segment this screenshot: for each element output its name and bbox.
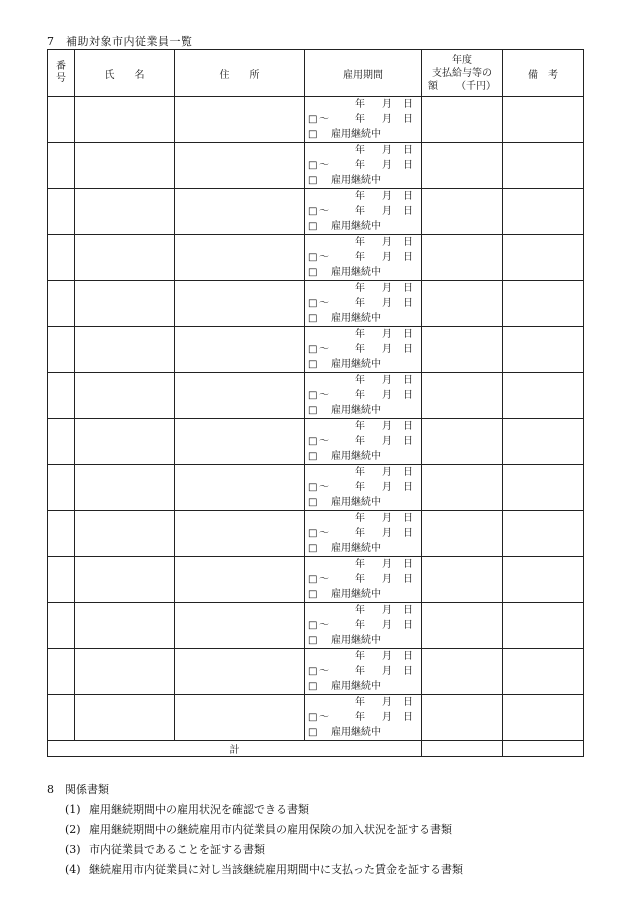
name-cell[interactable] <box>75 603 175 649</box>
number-cell[interactable] <box>48 189 75 235</box>
end-date-checkbox[interactable]: □ <box>308 298 318 309</box>
list-item-text: 継続雇用市内従業員に対し当該継続雇用期間中に支払った賃金を証する書類 <box>89 863 463 876</box>
address-cell[interactable] <box>175 281 305 327</box>
end-date-checkbox[interactable]: □ <box>308 206 318 217</box>
list-item-text: 市内従業員であることを証する書類 <box>89 843 265 856</box>
continuing-checkbox[interactable]: □ <box>308 175 318 186</box>
name-cell[interactable] <box>75 281 175 327</box>
total-amount-cell[interactable] <box>422 741 503 757</box>
number-cell[interactable] <box>48 373 75 419</box>
amount-cell[interactable] <box>422 143 503 189</box>
period-end-date: □ ～ 年 月 日 <box>308 528 413 539</box>
period-end-date: □ ～ 年 月 日 <box>308 344 413 355</box>
continuing-checkbox[interactable]: □ <box>308 727 318 738</box>
continuing-checkbox[interactable]: □ <box>308 497 318 508</box>
remarks-cell[interactable] <box>503 649 584 695</box>
period-cell <box>305 327 422 373</box>
period-cell <box>305 189 422 235</box>
period-continuing: □ 雇用継続中 <box>308 359 381 370</box>
continuing-checkbox[interactable]: □ <box>308 267 318 278</box>
period-start-date: 年 月 日 <box>355 513 413 524</box>
list-item-number: (1) <box>65 803 81 816</box>
table-row <box>48 327 584 373</box>
total-label: 計 <box>48 741 422 757</box>
period-start-date: 年 月 日 <box>355 697 413 708</box>
table-row <box>48 373 584 419</box>
continuing-checkbox[interactable]: □ <box>308 451 318 462</box>
period-cell <box>305 465 422 511</box>
amount-cell[interactable] <box>422 419 503 465</box>
period-end-date: □ ～ 年 月 日 <box>308 436 413 447</box>
period-continuing: □ 雇用継続中 <box>308 543 381 554</box>
header-period: 雇用期間 <box>305 50 422 97</box>
list-item-number: (4) <box>65 863 81 876</box>
address-cell[interactable] <box>175 235 305 281</box>
address-cell[interactable] <box>175 465 305 511</box>
list-item <box>65 840 463 860</box>
period-cell <box>305 649 422 695</box>
end-date-checkbox[interactable]: □ <box>308 528 318 539</box>
end-date-checkbox[interactable]: □ <box>308 620 318 631</box>
address-cell[interactable] <box>175 649 305 695</box>
number-cell[interactable] <box>48 419 75 465</box>
period-continuing: □ 雇用継続中 <box>308 267 381 278</box>
period-start-date: 年 月 日 <box>355 605 413 616</box>
end-date-checkbox[interactable]: □ <box>308 114 318 125</box>
list-item <box>65 800 463 820</box>
period-cell <box>305 419 422 465</box>
period-start-date: 年 月 日 <box>355 651 413 662</box>
remarks-cell[interactable] <box>503 189 584 235</box>
continuing-checkbox[interactable]: □ <box>308 405 318 416</box>
period-continuing: □ 雇用継続中 <box>308 313 381 324</box>
period-continuing: □ 雇用継続中 <box>308 405 381 416</box>
table-row <box>48 235 584 281</box>
address-cell[interactable] <box>175 557 305 603</box>
period-start-date: 年 月 日 <box>355 467 413 478</box>
amount-cell[interactable] <box>422 235 503 281</box>
period-end-date: □ ～ 年 月 日 <box>308 252 413 263</box>
period-cell <box>305 97 422 143</box>
end-date-checkbox[interactable]: □ <box>308 160 318 171</box>
period-start-date: 年 月 日 <box>355 145 413 156</box>
name-cell[interactable] <box>75 327 175 373</box>
continuing-checkbox[interactable]: □ <box>308 635 318 646</box>
period-continuing: □ 雇用継続中 <box>308 589 381 600</box>
continuing-checkbox[interactable]: □ <box>308 129 318 140</box>
number-cell[interactable] <box>48 465 75 511</box>
amount-cell[interactable] <box>422 603 503 649</box>
address-cell[interactable] <box>175 97 305 143</box>
list-item <box>65 860 463 880</box>
number-cell[interactable] <box>48 281 75 327</box>
period-start-date: 年 月 日 <box>355 421 413 432</box>
table-row <box>48 603 584 649</box>
period-continuing: □ 雇用継続中 <box>308 175 381 186</box>
period-continuing: □ 雇用継続中 <box>308 451 381 462</box>
period-start-date: 年 月 日 <box>355 99 413 110</box>
remarks-cell[interactable] <box>503 511 584 557</box>
name-cell[interactable] <box>75 189 175 235</box>
period-continuing: □ 雇用継続中 <box>308 221 381 232</box>
remarks-cell[interactable] <box>503 97 584 143</box>
address-cell[interactable] <box>175 373 305 419</box>
address-cell[interactable] <box>175 189 305 235</box>
end-date-checkbox[interactable]: □ <box>308 344 318 355</box>
list-item-text: 雇用継続期間中の継続雇用市内従業員の雇用保険の加入状況を証する書類 <box>89 823 452 836</box>
period-cell <box>305 235 422 281</box>
table-row <box>48 189 584 235</box>
period-cell <box>305 603 422 649</box>
amount-cell[interactable] <box>422 373 503 419</box>
number-cell[interactable] <box>48 649 75 695</box>
number-cell[interactable] <box>48 557 75 603</box>
period-cell <box>305 557 422 603</box>
end-date-checkbox[interactable]: □ <box>308 574 318 585</box>
header-amount: 年度 支払給与等の 額 （千円） <box>422 50 503 97</box>
remarks-cell[interactable] <box>503 419 584 465</box>
address-cell[interactable] <box>175 327 305 373</box>
remarks-cell[interactable] <box>503 281 584 327</box>
total-row <box>48 741 584 757</box>
period-end-date: □ ～ 年 月 日 <box>308 114 413 125</box>
continuing-checkbox[interactable]: □ <box>308 359 318 370</box>
name-cell[interactable] <box>75 465 175 511</box>
list-item-number: (2) <box>65 823 81 836</box>
table-row <box>48 419 584 465</box>
end-date-checkbox[interactable]: □ <box>308 390 318 401</box>
remarks-cell[interactable] <box>503 557 584 603</box>
period-continuing: □ 雇用継続中 <box>308 129 381 140</box>
table-row <box>48 649 584 695</box>
list-item-text: 雇用継続期間中の雇用状況を確認できる書類 <box>89 803 309 816</box>
continuing-checkbox[interactable]: □ <box>308 543 318 554</box>
amount-cell[interactable] <box>422 695 503 741</box>
table-header-row <box>48 50 584 97</box>
amount-cell[interactable] <box>422 649 503 695</box>
table-row <box>48 97 584 143</box>
period-continuing: □ 雇用継続中 <box>308 727 381 738</box>
amount-cell[interactable] <box>422 511 503 557</box>
table-row <box>48 465 584 511</box>
name-cell[interactable] <box>75 373 175 419</box>
period-cell <box>305 695 422 741</box>
period-end-date: □ ～ 年 月 日 <box>308 482 413 493</box>
period-start-date: 年 月 日 <box>355 559 413 570</box>
name-cell[interactable] <box>75 97 175 143</box>
period-cell <box>305 511 422 557</box>
period-start-date: 年 月 日 <box>355 375 413 386</box>
continuing-checkbox[interactable]: □ <box>308 589 318 600</box>
period-continuing: □ 雇用継続中 <box>308 635 381 646</box>
address-cell[interactable] <box>175 143 305 189</box>
header-address: 住 所 <box>175 50 305 97</box>
period-end-date: □ ～ 年 月 日 <box>308 160 413 171</box>
period-continuing: □ 雇用継続中 <box>308 681 381 692</box>
end-date-checkbox[interactable]: □ <box>308 252 318 263</box>
name-cell[interactable] <box>75 235 175 281</box>
name-cell[interactable] <box>75 511 175 557</box>
period-end-date: □ ～ 年 月 日 <box>308 574 413 585</box>
section-7-title: 7 補助対象市内従業員一覧 <box>47 35 193 48</box>
address-cell[interactable] <box>175 603 305 649</box>
name-cell[interactable] <box>75 419 175 465</box>
table-row <box>48 143 584 189</box>
remarks-cell[interactable] <box>503 143 584 189</box>
address-cell[interactable] <box>175 511 305 557</box>
number-cell[interactable] <box>48 511 75 557</box>
number-cell[interactable] <box>48 235 75 281</box>
remarks-cell[interactable] <box>503 695 584 741</box>
remarks-cell[interactable] <box>503 373 584 419</box>
header-name: 氏 名 <box>75 50 175 97</box>
period-continuing: □ 雇用継続中 <box>308 497 381 508</box>
period-end-date: □ ～ 年 月 日 <box>308 666 413 677</box>
continuing-checkbox[interactable]: □ <box>308 221 318 232</box>
period-end-date: □ ～ 年 月 日 <box>308 298 413 309</box>
section-8-title: 8 関係書類 <box>47 783 109 796</box>
number-cell[interactable] <box>48 97 75 143</box>
period-start-date: 年 月 日 <box>355 329 413 340</box>
remarks-cell[interactable] <box>503 465 584 511</box>
period-cell <box>305 143 422 189</box>
total-remarks-cell[interactable] <box>503 741 584 757</box>
list-item <box>65 820 463 840</box>
number-cell[interactable] <box>48 695 75 741</box>
period-start-date: 年 月 日 <box>355 191 413 202</box>
number-cell[interactable] <box>48 143 75 189</box>
remarks-cell[interactable] <box>503 603 584 649</box>
name-cell[interactable] <box>75 143 175 189</box>
section-8 <box>47 780 463 880</box>
employee-table <box>47 49 584 757</box>
amount-cell[interactable] <box>422 281 503 327</box>
period-end-date: □ ～ 年 月 日 <box>308 620 413 631</box>
end-date-checkbox[interactable]: □ <box>308 436 318 447</box>
remarks-cell[interactable] <box>503 235 584 281</box>
period-cell <box>305 373 422 419</box>
end-date-checkbox[interactable]: □ <box>308 666 318 677</box>
period-end-date: □ ～ 年 月 日 <box>308 206 413 217</box>
name-cell[interactable] <box>75 649 175 695</box>
remarks-cell[interactable] <box>503 327 584 373</box>
period-start-date: 年 月 日 <box>355 283 413 294</box>
amount-cell[interactable] <box>422 327 503 373</box>
table-row <box>48 695 584 741</box>
amount-cell[interactable] <box>422 97 503 143</box>
amount-cell[interactable] <box>422 465 503 511</box>
address-cell[interactable] <box>175 419 305 465</box>
continuing-checkbox[interactable]: □ <box>308 681 318 692</box>
table-row <box>48 511 584 557</box>
header-number: 番 号 <box>48 50 75 97</box>
amount-cell[interactable] <box>422 557 503 603</box>
period-end-date: □ ～ 年 月 日 <box>308 712 413 723</box>
number-cell[interactable] <box>48 327 75 373</box>
list-item-number: (3) <box>65 843 81 856</box>
period-cell <box>305 281 422 327</box>
address-cell[interactable] <box>175 695 305 741</box>
header-remarks: 備 考 <box>503 50 584 97</box>
number-cell[interactable] <box>48 603 75 649</box>
name-cell[interactable] <box>75 557 175 603</box>
amount-cell[interactable] <box>422 189 503 235</box>
end-date-checkbox[interactable]: □ <box>308 482 318 493</box>
table-row <box>48 281 584 327</box>
table-row <box>48 557 584 603</box>
period-start-date: 年 月 日 <box>355 237 413 248</box>
continuing-checkbox[interactable]: □ <box>308 313 318 324</box>
end-date-checkbox[interactable]: □ <box>308 712 318 723</box>
name-cell[interactable] <box>75 695 175 741</box>
period-end-date: □ ～ 年 月 日 <box>308 390 413 401</box>
